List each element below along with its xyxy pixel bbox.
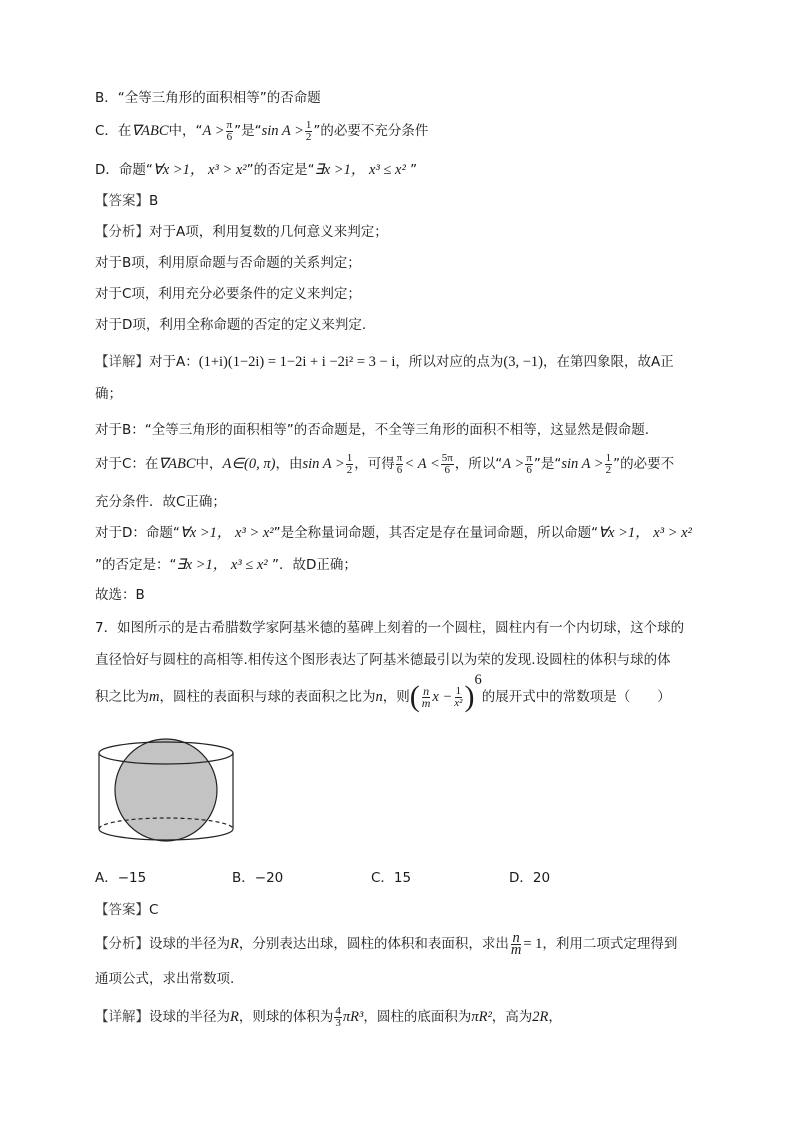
q7-answer: 【答案】C [95, 902, 159, 918]
q7-analysis-line2: 通项公式，求出常数项. [95, 971, 235, 987]
option-b: B．“全等三角形的面积相等”的否命题 [95, 90, 321, 106]
q7-option-a: A．−15 [95, 870, 147, 886]
cylinder-sphere-figure [92, 735, 242, 847]
option-d: D．命题“∀x >1， x³ > x²”的否定是“∃x >1， x³ ≤ x² ” [95, 162, 418, 178]
q6-answer: 【答案】B [95, 193, 159, 209]
q7-stem-line3: 积之比为m，圆柱的表面积与球的表面积之比为n，则( $\frac{n}{m}$ x − $\frac{1}{\text{x²}}$ )$^6$的展开式中的常数项是（ ） [95, 671, 671, 713]
inscribed-sphere [115, 739, 217, 841]
q6-analysis-a: 【分析】对于A项，利用复数的几何意义来判定； [95, 224, 388, 240]
q6-detail-b: 对于B：“全等三角形的面积相等”的否命题是，不全等三角形的面积不相等，这显然是假命题. [95, 422, 650, 438]
q6-analysis-c: 对于C项，利用充分必要条件的定义来判定； [95, 286, 361, 302]
q7-option-c: C．15 [371, 870, 412, 886]
q6-detail-a-line2: 确； [95, 386, 122, 402]
q6-detail-a-line1: 【详解】对于A：(1+i)(1−2i) = 1−2i + i −2i² = 3 − i，所以对应的点为(3, −1)，在第四象限，故A正 [95, 354, 674, 370]
q7-detail-line1: 【详解】设球的半径为R，则球的体积为 $\frac{4}{3}$ πR³，圆柱的底面积为πR²，高为2R， [95, 1004, 562, 1029]
q7-stem-line2: 直径恰好与圆柱的高相等.相传这个图形表达了阿基米德最引以为荣的发现.设圆柱的体积与球的体 [95, 652, 671, 668]
q7-option-b: B．−20 [232, 870, 284, 886]
q6-detail-c-line1: 对于C：在∇ABC中，A∈(0, π)，由sin A > $\frac{1}{2}$ ，可得 $\frac{\pi}{6}$ < A < $\frac{5\pi}{6}$ ，所以“A > $\frac{\pi}{6}$ ”是“sin A > $\frac{1}{2}$ ”的必要不 [95, 451, 675, 476]
q6-detail-d-line2: ”的否定是：“∃x >1， x³ ≤ x² ”．故D正确； [95, 557, 357, 573]
q7-stem-line1: 7．如图所示的是古希腊数学家阿基米德的墓碑上刻着的一个圆柱，圆柱内有一个内切球，这个球的 [95, 620, 685, 636]
q6-detail-d-line1: 对于D：命题“∀x >1， x³ > x²”是全称量词命题，其否定是存在量词命题，所以命题“∀x >1， x³ > x² [95, 525, 692, 541]
q7-analysis-line1: 【分析】设球的半径为R，分别表达出球，圆柱的体积和表面积，求出 $\frac{n}{m}$ = 1，利用二项式定理得到 [95, 929, 678, 958]
q6-analysis-d: 对于D项，利用全称命题的否定的定义来判定. [95, 317, 367, 333]
q6-detail-c-line2: 充分条件．故C正确； [95, 494, 226, 510]
option-c: C．在∇ABC中，“A > $\frac{\pi}{6}$ ”是“sin A > $\frac{1}{2}$ ”的必要不充分条件 [95, 118, 429, 143]
q7-option-d: D．20 [509, 870, 551, 886]
q6-choose: 故选：B [95, 587, 145, 603]
q6-analysis-b: 对于B项，利用原命题与否命题的关系判定； [95, 255, 361, 271]
